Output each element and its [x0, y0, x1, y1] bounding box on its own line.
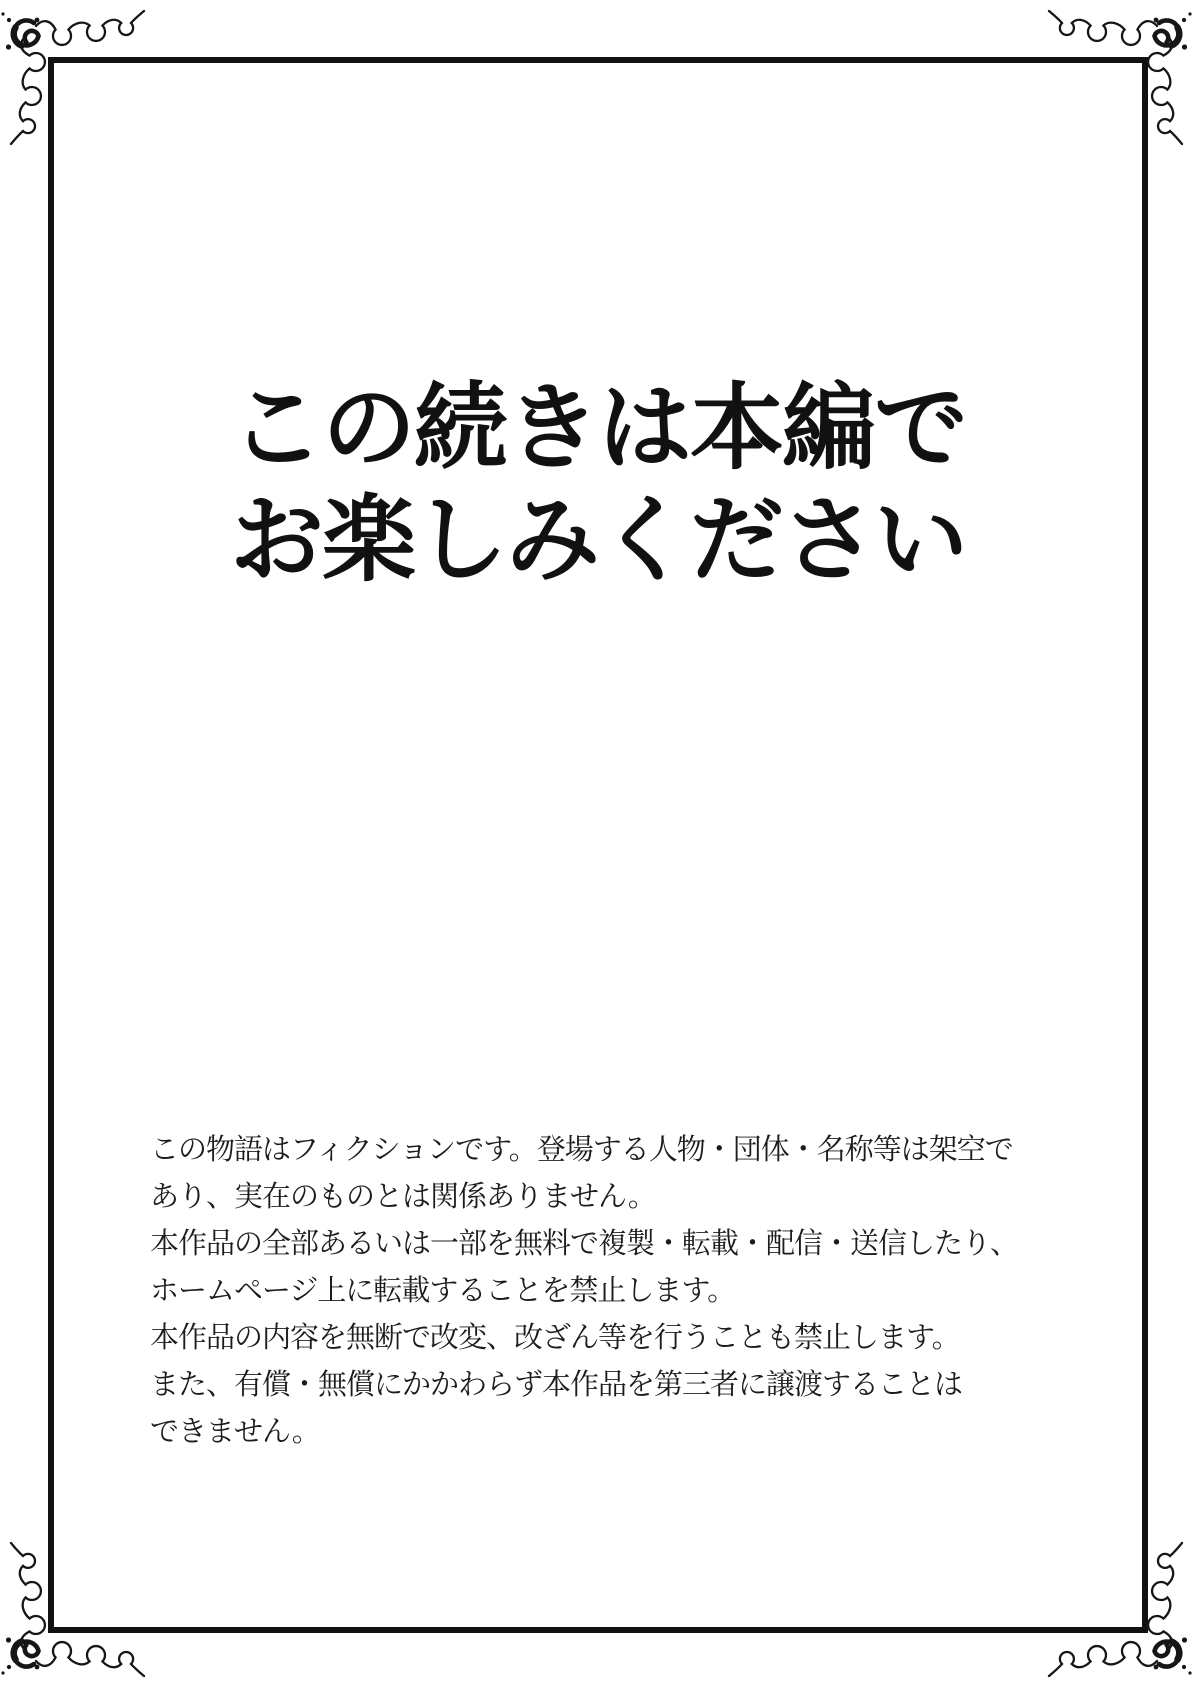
disclaimer-line: あり、実在のものとは関係ありません。 — [150, 1181, 656, 1213]
heading-line-2: お楽しみください — [229, 487, 966, 592]
disclaimer-line: また、有償・無償にかかわらず本作品を第三者に譲渡することは — [150, 1369, 963, 1401]
continuation-notice-heading — [48, 372, 1148, 596]
disclaimer-line: 本作品の全部あるいは一部を無料で複製・転載・配信・送信したり、 — [150, 1228, 1019, 1260]
copyright-disclaimer — [150, 1127, 1070, 1456]
disclaimer-line: できません。 — [150, 1416, 320, 1448]
disclaimer-line: この物語はフィクションです。登場する人物・団体・名称等は架空で — [150, 1134, 1013, 1166]
heading-line-1: この続きは本編で — [229, 375, 966, 480]
disclaimer-line: 本作品の内容を無断で改変、改ざん等を行うことも禁止します。 — [150, 1322, 960, 1354]
disclaimer-line: ホームページ上に転載することを禁止します。 — [150, 1275, 736, 1307]
